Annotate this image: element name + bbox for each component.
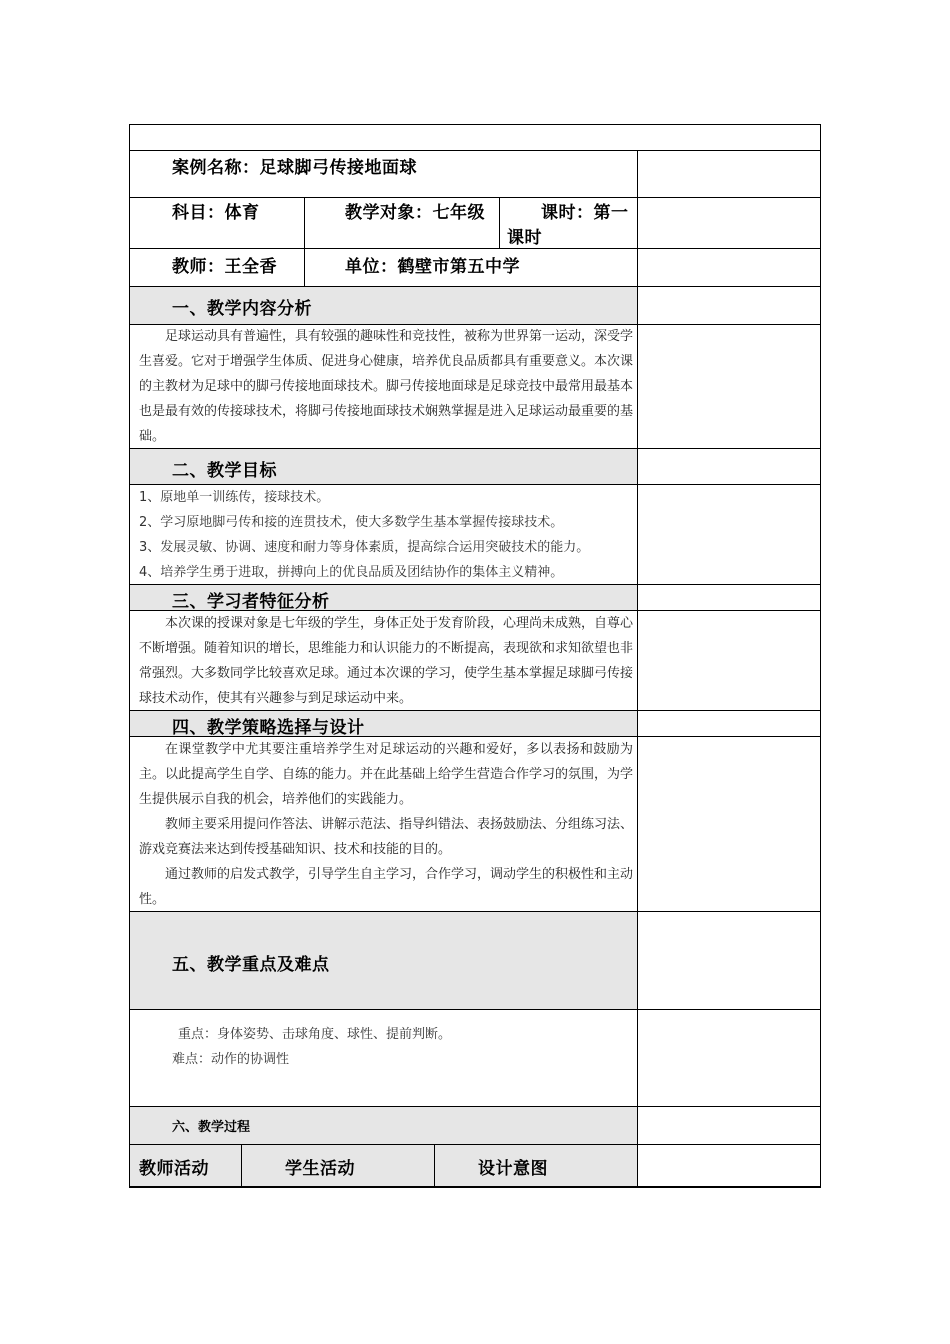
table-border-bottom: [129, 1186, 821, 1188]
difficult-point-text: 难点：动作的协调性: [172, 1052, 290, 1067]
section-title-goals: 二、教学目标: [172, 461, 277, 481]
column-line-header: [304, 197, 305, 287]
process-header-design: 设计意图: [478, 1159, 548, 1179]
section-title-content-analysis: 一、教学内容分析: [172, 299, 312, 319]
column-line-header: [499, 197, 500, 248]
paragraph: 在课堂教学中尤其要注重培养学生对足球运动的兴趣和爱好，多以表扬和鼓励为主。以此提高学生自学、自练的能力。并在此基础上给学生营造合作学习的氛围，为学生提供展示自我的机会，培养他们的实践能力。: [139, 742, 634, 807]
target-field: 教学对象：七年级: [345, 203, 485, 223]
section-body-content-analysis: [139, 324, 633, 449]
section-body-strategy: [139, 737, 633, 912]
section-title-strategy: 四、教学策略选择与设计: [172, 718, 365, 738]
case-name: 案例名称：足球脚弓传接地面球: [172, 158, 417, 178]
paragraph: 足球运动具有普遍性，具有较强的趣味性和竞技性，被称为世界第一运动，深受学生喜爱。它对于增强学生体质、促进身心健康，培养优良品质都具有重要意义。本次课的主教材为足球中的脚弓传接地面球技术。脚弓传接地面球是足球竞技中最常用最基本也是最有效的传接球技术，将脚弓传接地面球技术娴熟掌握是进入足球运动最重要的基础。: [139, 329, 634, 444]
row-line: [129, 248, 821, 249]
column-line-main: [637, 150, 638, 1187]
process-header-teacher: 教师活动: [139, 1159, 209, 1179]
row-line: [129, 150, 821, 151]
column-line-process: [241, 1144, 242, 1187]
section-title-learner-analysis: 三、学习者特征分析: [172, 592, 330, 612]
unit-field: 单位：鹤壁市第五中学: [345, 257, 520, 277]
table-border-right: [820, 124, 821, 1188]
goal-item: 3、发展灵敏、协调、速度和耐力等身体素质，提高综合运用突破技术的能力。: [139, 540, 590, 555]
section-title-process: 六、教学过程: [172, 1120, 251, 1135]
process-header-student: 学生活动: [285, 1159, 355, 1179]
section-title-key-points: 五、教学重点及难点: [172, 955, 330, 975]
row-line: [129, 286, 821, 287]
section-body-learner-analysis: [139, 611, 633, 711]
table-border-left: [129, 124, 130, 1188]
column-line-process: [434, 1144, 435, 1187]
paragraph: 教师主要采用提问作答法、讲解示范法、指导纠错法、表扬鼓励法、分组练习法、游戏竞赛法来达到传授基础知识、技术和技能的目的。: [139, 817, 634, 857]
goal-item: 1、原地单一训练传，接球技术。: [139, 490, 330, 505]
goal-item: 4、培养学生勇于进取，拼搏向上的优良品质及团结协作的集体主义精神。: [139, 565, 564, 580]
row-line: [129, 1106, 821, 1107]
goals-list: [139, 485, 633, 585]
paragraph: 通过教师的启发式教学，引导学生自主学习，合作学习，调动学生的积极性和主动性。: [139, 867, 634, 907]
row-line: [129, 1009, 821, 1010]
table-border-top: [129, 124, 821, 125]
goal-item: 2、学习原地脚弓传和接的连贯技术，使大多数学生基本掌握传接球技术。: [139, 515, 564, 530]
lesson-field: 课时：第一课时: [507, 203, 629, 248]
teacher-field: 教师：王全香: [172, 257, 277, 277]
subject-field: 科目：体育: [172, 203, 260, 223]
paragraph: 本次课的授课对象是七年级的学生，身体正处于发育阶段，心理尚未成熟，自尊心不断增强。随着知识的增长，思维能力和认识能力的不断提高，表现欲和求知欲望也非常强烈。大多数同学比较喜欢足球。通过本次课的学习，使学生基本掌握足球脚弓传接球技术动作，使其有兴趣参与到足球运动中来。: [139, 616, 634, 706]
row-line: [129, 197, 821, 198]
row-line: [129, 1144, 821, 1145]
key-point-text: 重点：身体姿势、击球角度、球性、提前判断。: [178, 1027, 452, 1042]
